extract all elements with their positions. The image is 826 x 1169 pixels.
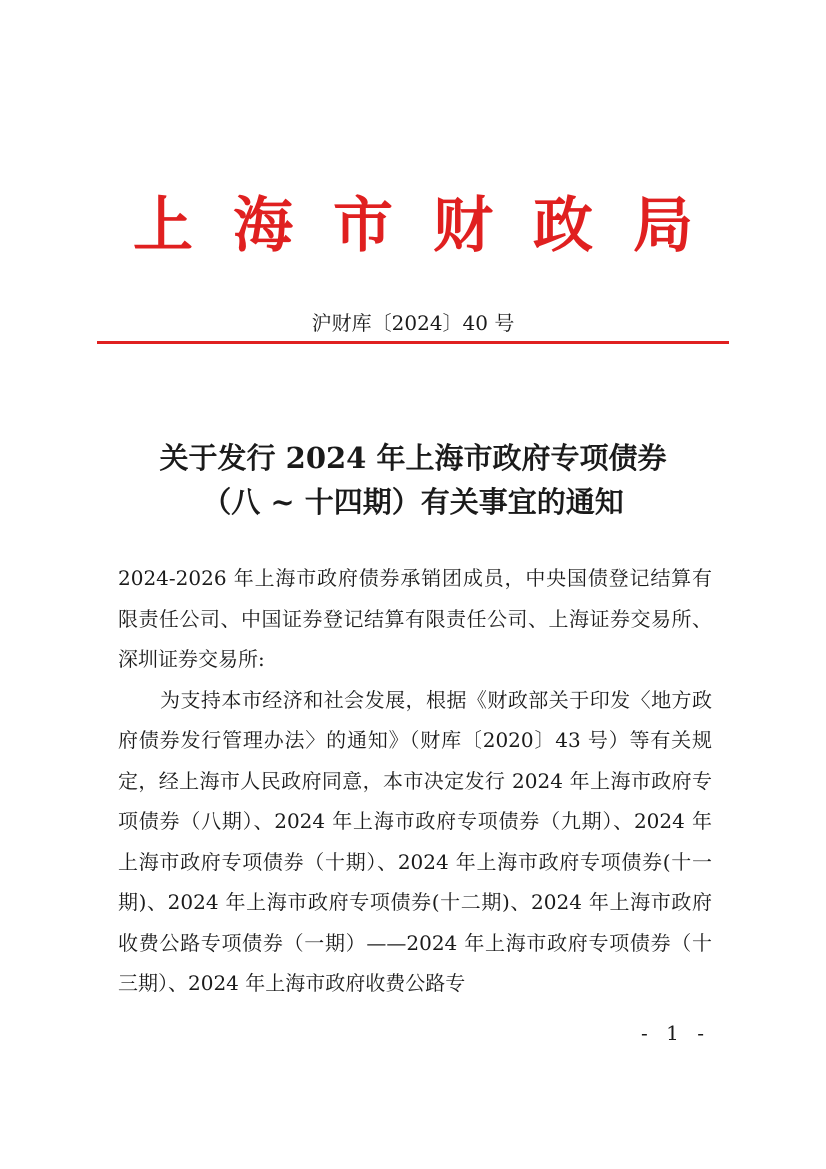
document-body	[118, 558, 712, 1004]
document-title	[0, 436, 826, 524]
title-line-1: 关于发行 2024 年上海市政府专项债券	[159, 441, 667, 475]
agency-masthead: 上海市财政局	[133, 191, 733, 261]
title-line-2: （八 ~ 十四期）有关事宜的通知	[202, 485, 624, 519]
red-divider-line	[97, 341, 729, 344]
body-paragraph-1: 为支持本市经济和社会发展，根据《财政部关于印发〈地方政府债券发行管理办法〉的通知》（财库〔2020〕43 号）等有关规定，经上海市人民政府同意，本市决定发行 2024 年上海市政府专项债券（八期）、2024 年上海市政府专项债券（九期）、2024 年上海市政府专项债券（十期）、2024 年上海市政府专项债券(十一期)、2024 年上海市政府专项债券(十二期)、2024 年上海市政府收费公路专项债券（一期）——2024 年上海市政府专项债券（十三期）、2024 年上海市政府收费公路专	[118, 687, 712, 995]
page-number: - 1 -	[641, 1021, 710, 1045]
addressees-paragraph: 2024-2026 年上海市政府债券承销团成员，中央国债登记结算有限责任公司、中国证券登记结算有限责任公司、上海证券交易所、深圳证券交易所:	[118, 566, 712, 671]
document-number: 沪财库〔2024〕40 号	[311, 311, 515, 335]
